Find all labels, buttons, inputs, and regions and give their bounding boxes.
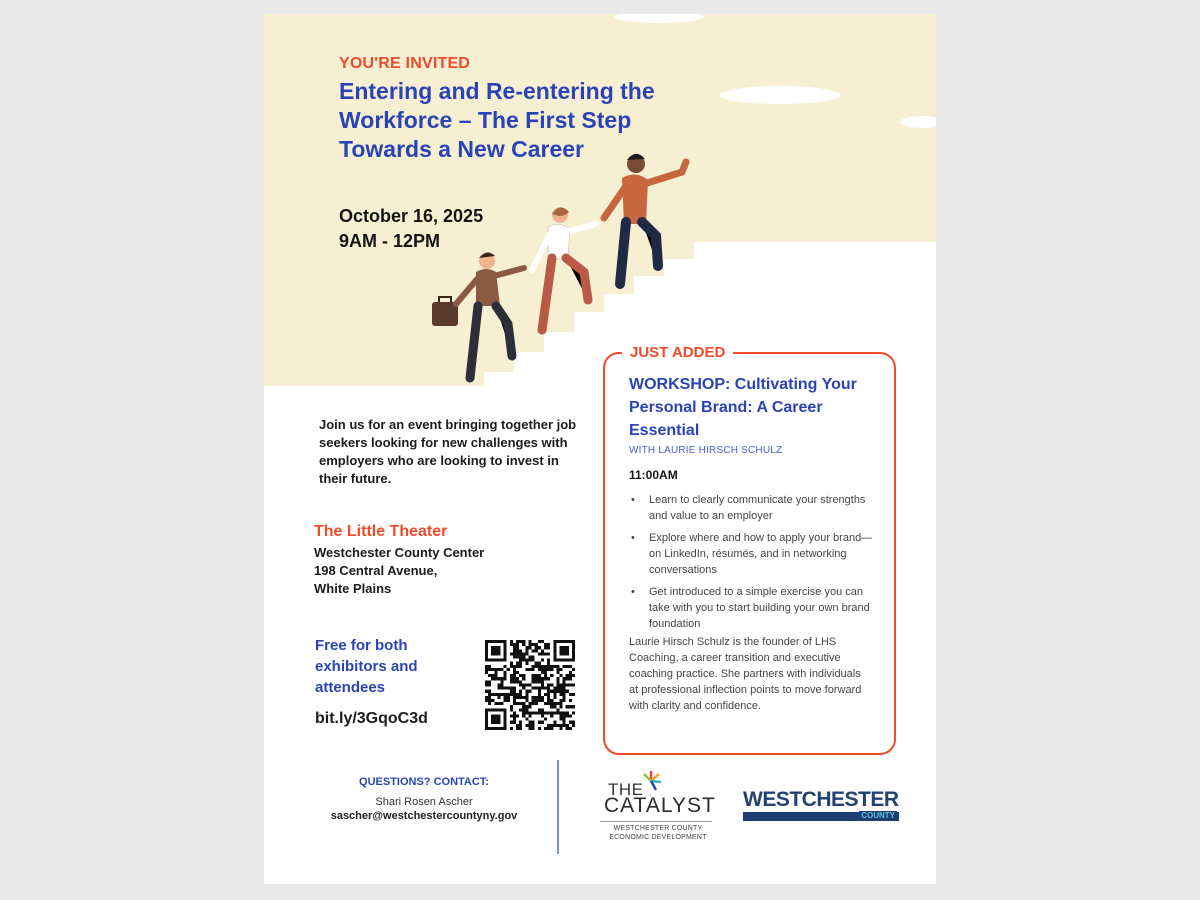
- just-added-badge: JUST ADDED: [622, 344, 733, 361]
- free-admission: Free for both exhibitors and attendees: [315, 637, 418, 696]
- westchester-name: WESTCHESTER: [743, 788, 899, 811]
- catalyst-rule: [600, 821, 712, 822]
- workshop-bullets: [629, 492, 879, 638]
- contact-heading: QUESTIONS? CONTACT:: [359, 776, 489, 788]
- contact-name: Shari Rosen Ascher: [375, 796, 473, 808]
- event-intro: Join us for an event bringing together job seekers looking for new challenges with employers who are looking to invest in their future.: [319, 417, 577, 486]
- westchester-county-logo: [743, 788, 901, 828]
- venue-address: [314, 544, 484, 598]
- venue-line-2: 198 Central Avenue,: [314, 563, 438, 578]
- event-date: October 16, 2025: [339, 206, 484, 226]
- cloud: [720, 86, 840, 104]
- venue-line-3: White Plains: [314, 581, 392, 596]
- footer-divider: [557, 760, 559, 854]
- event-title: Entering and Re-entering the Workforce – The First Step Towards a New Career: [339, 78, 655, 162]
- catalyst-logo: [596, 768, 716, 848]
- bullet-item: • Get introduced to a simple exercise you can take with you to start building your own brand foundation: [629, 584, 879, 632]
- event-datetime: [339, 204, 483, 254]
- event-time: 9AM - 12PM: [339, 231, 441, 251]
- catalyst-subtitle-1: WESTCHESTER COUNTY: [613, 825, 703, 832]
- contact-email[interactable]: sascher@westchestercountyny.gov: [330, 810, 518, 822]
- workshop-presenter: WITH LAURIE HIRSCH SCHULZ: [629, 445, 783, 456]
- hero-illustration: [264, 14, 936, 394]
- catalyst-the: THE: [608, 780, 644, 799]
- venue-line-1: Westchester County Center: [314, 545, 485, 560]
- workshop-time: 11:00AM: [629, 468, 678, 482]
- workshop-title: WORKSHOP: Cultivating Your Personal Brand: A Career Essential: [629, 376, 857, 439]
- registration-link[interactable]: bit.ly/3GqoC3d: [315, 710, 428, 727]
- presenter-bio: Laurie Hirsch Schulz is the founder of LHS Coaching, a career transition and executive coaching practice. She partners with individuals at professional inflection points to move forward with clarity and confidence.: [629, 636, 862, 712]
- catalyst-subtitle-2: ECONOMIC DEVELOPMENT: [609, 834, 707, 841]
- bullet-item: • Learn to clearly communicate your strengths and value to an employer: [629, 492, 879, 524]
- qr-code[interactable]: [485, 640, 575, 730]
- venue-name: The Little Theater: [314, 523, 448, 540]
- event-flyer: [264, 14, 936, 884]
- catalyst-name: CATALYST: [604, 794, 716, 817]
- westchester-county: COUNTY: [861, 811, 895, 820]
- invited-label: YOU'RE INVITED: [339, 55, 471, 72]
- bullet-item: • Explore where and how to apply your brand—on LinkedIn, résumés, and in networking conversations: [629, 530, 879, 578]
